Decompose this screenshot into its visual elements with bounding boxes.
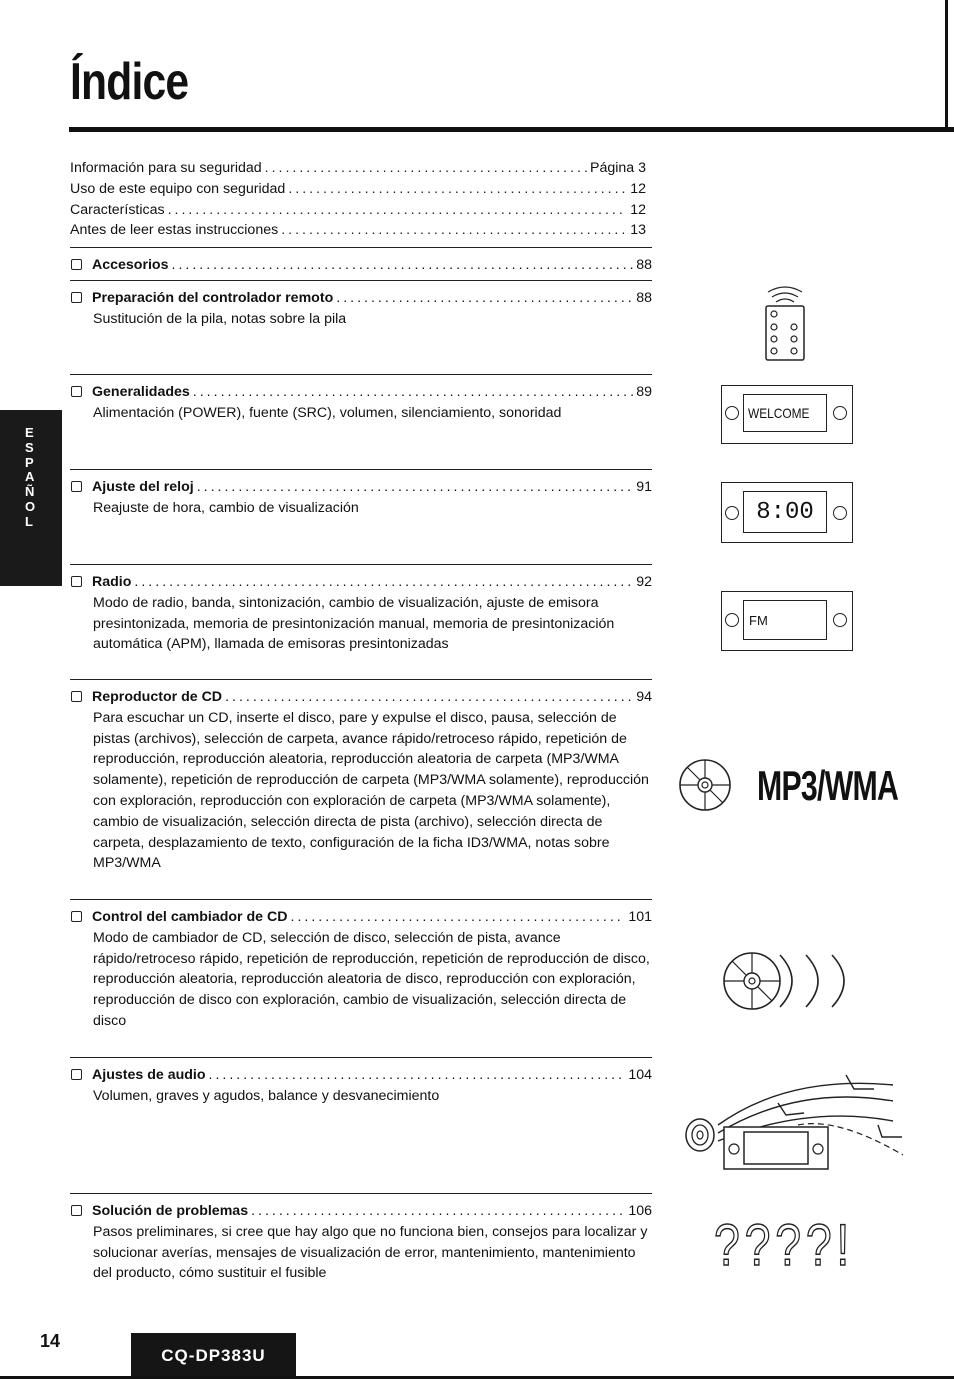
side-tab-letter: A bbox=[25, 469, 35, 485]
display-text: FM bbox=[749, 612, 768, 628]
knob-circle-icon bbox=[833, 613, 847, 627]
section-title: Accesorios bbox=[92, 257, 169, 273]
toc-label: Uso de este equipo con seguridad bbox=[70, 180, 286, 197]
side-tab-letter: Ñ bbox=[25, 484, 35, 500]
checkbox-square-icon bbox=[71, 386, 82, 397]
checkbox-square-icon bbox=[71, 481, 82, 492]
section-page: 91 bbox=[636, 479, 652, 495]
display-screen bbox=[743, 600, 827, 640]
checkbox-square-icon bbox=[71, 292, 82, 303]
knob-circle-icon bbox=[725, 506, 739, 520]
side-tab-letter: E bbox=[25, 425, 34, 440]
toc-section-accesorios[interactable] bbox=[70, 247, 652, 276]
display-text: 8:00 bbox=[756, 498, 814, 526]
toc-section-cd-changer[interactable] bbox=[70, 899, 652, 1032]
cd-disc-icon bbox=[677, 755, 737, 815]
side-tab-letter: L bbox=[25, 513, 33, 529]
toc-row[interactable] bbox=[70, 200, 646, 221]
display-screen bbox=[743, 394, 827, 432]
checkbox-square-icon bbox=[71, 911, 82, 922]
knob-circle-icon bbox=[725, 613, 739, 627]
toc-label: Características bbox=[70, 201, 165, 218]
checkbox-square-icon bbox=[71, 1069, 82, 1080]
display-text: WELCOME bbox=[748, 405, 810, 421]
leader-dots bbox=[251, 1201, 625, 1222]
toc-section-radio[interactable] bbox=[70, 564, 652, 655]
leader-dots bbox=[197, 477, 634, 498]
leader-dots bbox=[168, 200, 628, 221]
section-title: Solución de problemas bbox=[92, 1203, 249, 1219]
section-title: Ajustes de audio bbox=[92, 1067, 206, 1083]
section-description: Pasos preliminares, si cree que hay algo que no funciona bien, consejos para localizar y solucionar averías, mensajes de visualización de error, mantenimiento, mantenimiento del producto, cómo sustituir el fusible bbox=[93, 1223, 648, 1282]
toc-section-remote[interactable] bbox=[70, 280, 652, 330]
section-page: 104 bbox=[628, 1067, 652, 1083]
section-description: Alimentación (POWER), fuente (SRC), volumen, silenciamiento, sonoridad bbox=[93, 404, 562, 421]
question-marks-illustration: ????! bbox=[714, 1213, 855, 1278]
checkbox-square-icon bbox=[71, 1205, 82, 1216]
fm-display-illustration bbox=[721, 591, 853, 651]
section-description: Modo de cambiador de CD, selección de disco, selección de pista, avance rápido/retroceso rápido, repetición de reproducción, repetición de reproducción de disco, reproducción aleatoria, reproducción aleatoria de disco, reproducción con exploración, reproducción de disco con exploración, cambio de visualización, selección directa de disco bbox=[93, 929, 650, 1029]
model-badge: CQ-DP383U bbox=[131, 1333, 296, 1376]
toc-page: 12 bbox=[630, 201, 646, 218]
leader-dots bbox=[172, 255, 634, 276]
section-page: 94 bbox=[636, 689, 652, 705]
knob-circle-icon bbox=[725, 406, 739, 420]
section-page: 89 bbox=[636, 384, 652, 400]
leader-dots bbox=[225, 687, 633, 708]
section-title: Reproductor de CD bbox=[92, 689, 223, 705]
leader-dots bbox=[281, 220, 627, 241]
cd-changer-discs-icon bbox=[718, 945, 878, 1017]
leader-dots bbox=[291, 907, 626, 928]
section-description: Para escuchar un CD, inserte el disco, pare y expulse el disco, pausa, selección de pistas (archivos), selección de carpeta, avance rápido/retroceso rápido, repetición de reproducción, reproducción aleatoria, reproducción aleatoria de carpeta (MP3/WMA solamente), repetición de reproducción de carpeta (MP3/WMA solamente), reproducción con exploración, reproducción con exploración de carpeta (MP3/WMA solamente), cambio de visualización, selección directa de pista (archivo), selección directa de carpeta, desplazamiento de texto, configuración de la ficha ID3/WMA, notas sobre MP3/WMA bbox=[93, 709, 649, 872]
toc-section-troubleshooting[interactable] bbox=[70, 1193, 652, 1284]
leader-dots bbox=[134, 572, 633, 593]
side-tab-letter: O bbox=[25, 498, 36, 514]
mp3-wma-logo: MP3/WMA bbox=[757, 762, 899, 809]
page-border-right bbox=[945, 0, 948, 130]
section-page: 88 bbox=[636, 257, 652, 273]
checkbox-square-icon bbox=[71, 259, 82, 270]
welcome-display-illustration bbox=[721, 385, 853, 444]
toc-row[interactable] bbox=[70, 220, 646, 241]
toc-page: 13 bbox=[630, 222, 646, 239]
section-description: Volumen, graves y agudos, balance y desvanecimiento bbox=[93, 1087, 440, 1104]
toc-section-clock[interactable] bbox=[70, 469, 652, 519]
leader-dots bbox=[265, 158, 587, 179]
side-tab-letter: P bbox=[25, 454, 34, 470]
section-description: Modo de radio, banda, sintonización, cambio de visualización, ajuste de emisora presintonizada, memoria de presintonización manual, memoria de presintonización automática (APM), llamada de emisoras presintonizadas bbox=[93, 594, 615, 653]
section-title: Generalidades bbox=[92, 384, 190, 400]
section-page: 101 bbox=[628, 909, 652, 925]
section-description: Reajuste de hora, cambio de visualización bbox=[93, 499, 359, 516]
display-screen bbox=[743, 491, 827, 533]
toc-section-audio[interactable] bbox=[70, 1057, 652, 1107]
title-rule bbox=[69, 127, 954, 132]
leader-dots bbox=[209, 1065, 626, 1086]
toc-page: Página 3 bbox=[589, 160, 646, 176]
section-title: Radio bbox=[92, 574, 132, 590]
toc-row[interactable] bbox=[70, 179, 646, 200]
intro-toc bbox=[70, 158, 646, 241]
toc-page: 12 bbox=[630, 180, 646, 197]
section-title: Ajuste del reloj bbox=[92, 479, 194, 495]
section-title: Preparación del controlador remoto bbox=[92, 290, 334, 306]
knob-circle-icon bbox=[833, 406, 847, 420]
section-title: Control del cambiador de CD bbox=[92, 909, 288, 925]
audio-speaker-illustration bbox=[678, 1065, 903, 1170]
section-page: 106 bbox=[628, 1203, 652, 1219]
section-description: Sustitución de la pila, notas sobre la pila bbox=[93, 310, 347, 327]
toc-label: Antes de leer estas instrucciones bbox=[70, 222, 279, 239]
clock-display-illustration bbox=[721, 482, 853, 543]
knob-circle-icon bbox=[833, 506, 847, 520]
section-page: 88 bbox=[636, 290, 652, 306]
page-number: 14 bbox=[40, 1331, 61, 1351]
toc-section-general[interactable] bbox=[70, 374, 652, 424]
toc-row[interactable] bbox=[70, 158, 646, 179]
toc-label: Información para su seguridad bbox=[70, 160, 262, 176]
leader-dots bbox=[288, 179, 627, 200]
leader-dots bbox=[336, 288, 633, 309]
section-page: 92 bbox=[636, 574, 652, 590]
checkbox-square-icon bbox=[71, 576, 82, 587]
remote-control-icon bbox=[760, 282, 810, 364]
side-tab-letter: S bbox=[25, 439, 34, 455]
leader-dots bbox=[193, 382, 633, 403]
language-side-tab bbox=[0, 410, 62, 586]
checkbox-square-icon bbox=[71, 691, 82, 702]
toc-section-cd-player[interactable] bbox=[70, 679, 652, 874]
page-title: Índice bbox=[70, 53, 189, 111]
